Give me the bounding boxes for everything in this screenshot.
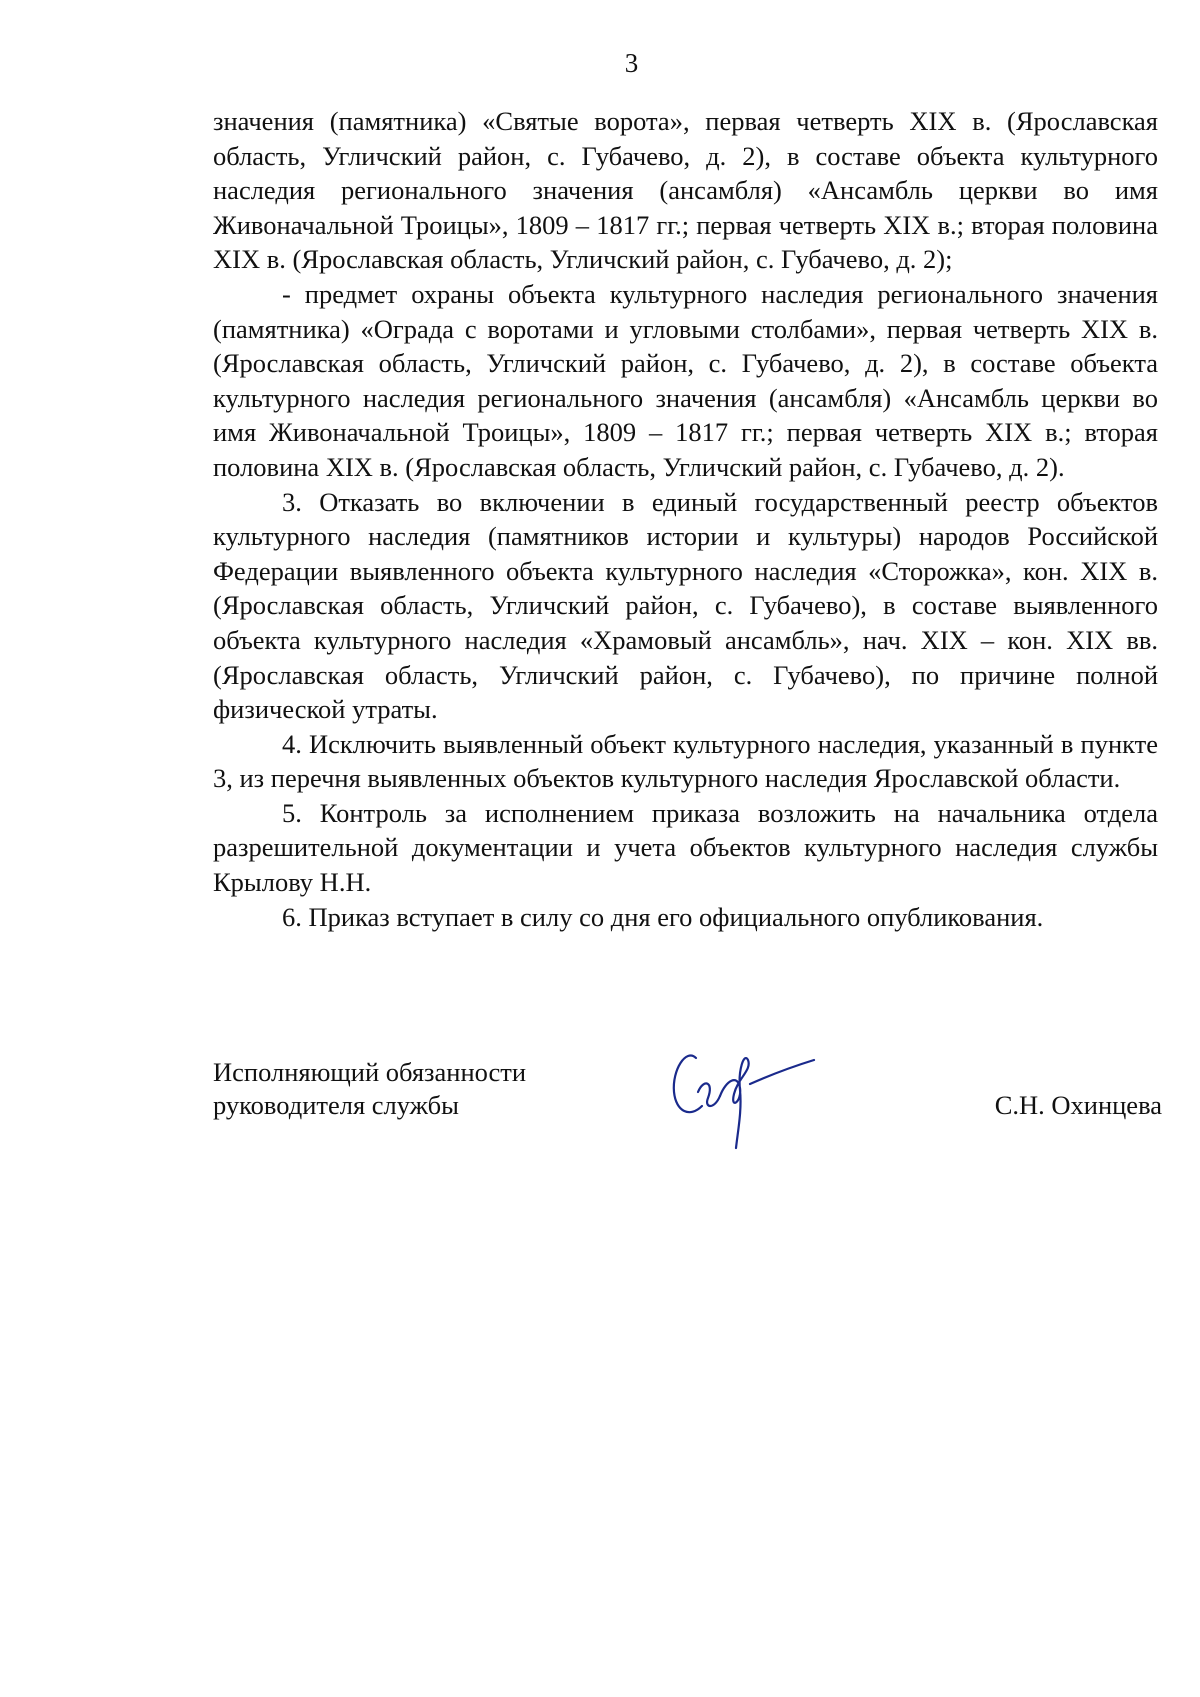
page-number: 3 <box>624 48 639 78</box>
signatory-name: С.Н. Охинцева <box>994 1090 1162 1120</box>
paragraph-continuation: значения (памятника) «Святые ворота», первая четверть XIX в. (Ярославская область, Угличский район, с. Губачево, д. 2), в составе объекта культурного наследия регионального значения (ансамбля) «Ансамбль церкви во имя Живоначальной Троицы», 1809 – 1817 гг.; первая четверть XIX в.; вторая половина XIX в. (Ярославская область, Угличский район, с. Губачево, д. 2); <box>213 106 1158 275</box>
paragraph-item-5: 5. Контроль за исполнением приказа возложить на начальника отдела разрешительной документации и учета объектов культурного наследия службы Крылову Н.Н. <box>213 797 1158 898</box>
signatory-title-line-2: руководителя службы <box>213 1090 459 1120</box>
paragraph-protection-subject: - предмет охраны объекта культурного наследия регионального значения (памятника) «Ограда с воротами и угловыми столбами», первая четверть XIX в. (Ярославская область, Угличский район, с. Губачево, д. 2), в составе объекта культурного наследия регионального значения (ансамбля) «Ансамбль церкви во имя Живоначальной Троицы», 1809 – 1817 гг.; первая четверть XIX в.; вторая половина XIX в. (Ярославская область, Угличский район, с. Губачево, д. 2). <box>213 278 1159 482</box>
signatory-title <box>213 1056 526 1122</box>
handwritten-signature <box>668 1030 818 1150</box>
paragraph-item-4: 4. Исключить выявленный объект культурного наследия, указанный в пункте 3, из перечня выявленных объектов культурного наследия Ярославской области. <box>213 728 1158 794</box>
document-body <box>213 104 1158 934</box>
paragraph-item-3: 3. Отказать во включении в единый государственный реестр объектов культурного наследия (памятников истории и культуры) народов Российской Федерации выявленного объекта культурного наследия «Сторожка», кон. XIX в. (Ярославская область, Угличский район, с. Губачево), в составе выявленного объекта культурного наследия «Храмовый ансамбль», нач. XIX – кон. XIX вв. (Ярославская область, Угличский район, с. Губачево), по причине полной физической утраты. <box>213 486 1158 725</box>
signatory-title-line-1: Исполняющий обязанности <box>213 1057 527 1087</box>
paragraph-item-6: 6. Приказ вступает в силу со дня его официального опубликования. <box>282 901 1044 932</box>
